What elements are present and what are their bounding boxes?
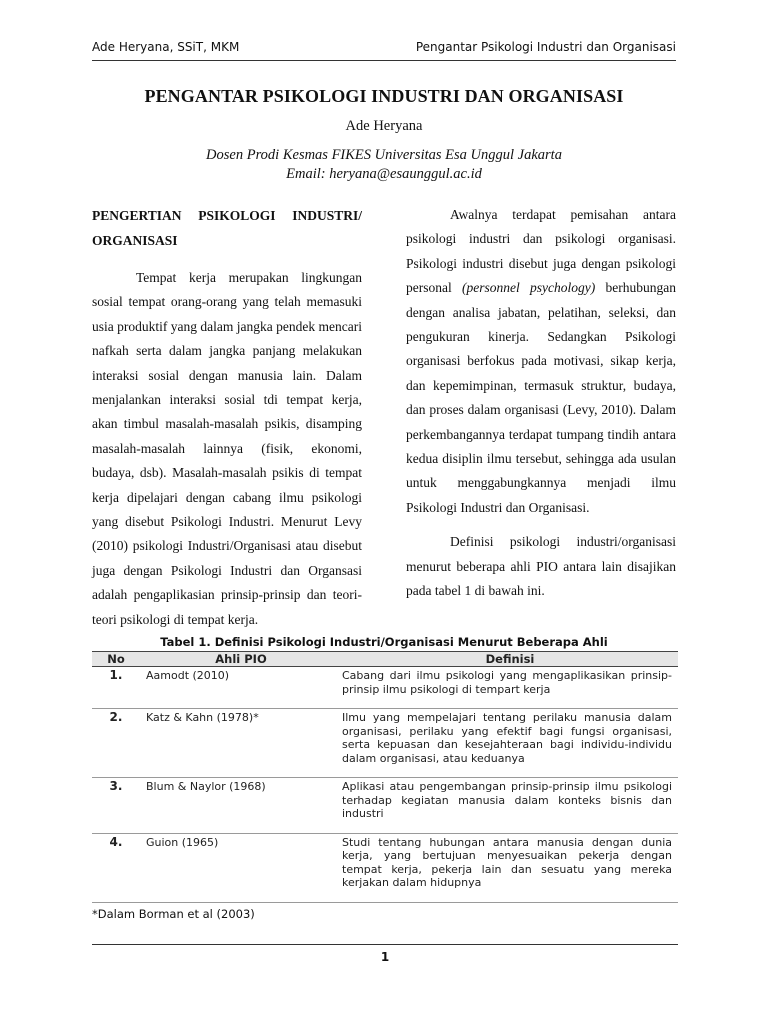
table-row	[92, 667, 678, 709]
row-definisi: Studi tentang hubungan antara manusia dengan dunia kerja, yang bertujuan menyesuaikan pekerja dengan tempat kerja, pekerja lain dan sesuatu yang mereka kerjakan dalam hidupnya	[342, 833, 678, 902]
row-no: 1.	[92, 667, 140, 709]
right-paragraph-2: Definisi psikologi industri/organisasi menurut beberapa ahli PIO antara lain disajikan pada tabel 1 di bawah ini.	[406, 534, 676, 599]
table-row	[92, 778, 678, 834]
header-ahli: Ahli PIO	[140, 652, 342, 667]
header-title: Pengantar Psikologi Industri dan Organisasi	[415, 40, 676, 54]
affiliation: Dosen Prodi Kesmas FIKES Universitas Esa Unggul Jakarta	[206, 147, 562, 163]
row-no: 2.	[92, 709, 140, 778]
author-name: Ade Heryana	[345, 118, 423, 134]
left-paragraph: Tempat kerja merupakan lingkungan sosial tempat orang-orang yang telah memasuki usia produktif yang dalam jangka pendek mencari nafkah serta dalam jangka panjang melakukan interaksi sosial dengan manusia lain. Dalam menjalankan interaksi sosial tdi tempat kerja, akan timbul masalah-masalah psikis, disamping masalah-masalah lainnya (fisik, ekonomi, budaya, dsb). Masalah-masalah psikis di tempat kerja dipelajari dengan cabang ilmu psikologi yang disebut Psikologi Industri. Menurut Levy (2010) psikologi Industri/Organisasi atau disebut juga dengan Psikologi Industri dan Organsasi adalah pengaplikasian prinsip-prinsip dan teori-teori psikologi di tempat kerja.	[92, 270, 362, 627]
right-paragraph-1	[406, 203, 676, 520]
table-caption: Tabel 1. Definisi Psikologi Industri/Organisasi Menurut Beberapa Ahli	[160, 635, 608, 649]
row-definisi: Cabang dari ilmu psikologi yang mengaplikasikan prinsip-prinsip ilmu psikologi di tempart kerja	[342, 667, 678, 709]
paper-title: PENGANTAR PSIKOLOGI INDUSTRI DAN ORGANISASI	[144, 86, 624, 106]
row-ahli: Blum & Naylor (1968)	[140, 778, 342, 834]
header-author: Ade Heryana, SSiT, MKM	[92, 40, 240, 54]
right-column	[406, 203, 676, 604]
row-definisi: Aplikasi atau pengembangan prinsip-prinsip ilmu psikologi terhadap kegiatan manusia dalam konteks bisnis dan industri	[342, 778, 678, 834]
row-definisi: Ilmu yang mempelajari tentang perilaku manusia dalam organisasi, perilaku yang efektif bagi fungsi organisasi, serta kepuasan dan kesejahteraan bagi individu-individu dalam organisasi, atau keduanya	[342, 709, 678, 778]
p1-text-a: Awalnya terdapat pemisahan antara psikologi industri dan psikologi organisasi. Psikologi industri disebut juga dengan psikologi personal	[406, 207, 676, 296]
affiliation-block	[92, 146, 676, 184]
table-header-row	[92, 652, 678, 667]
running-header	[92, 40, 676, 61]
header-definisi: Definisi	[342, 652, 678, 667]
table-row	[92, 709, 678, 778]
row-no: 3.	[92, 778, 140, 834]
left-column	[92, 203, 362, 632]
header-no: No	[92, 652, 140, 667]
row-ahli: Guion (1965)	[140, 833, 342, 902]
page-number: 1	[380, 950, 390, 964]
section-heading: PENGERTIAN PSIKOLOGI INDUSTRI/ ORGANISASI	[92, 208, 362, 248]
row-no: 4.	[92, 833, 140, 902]
table-footnote: *Dalam Borman et al (2003)	[92, 907, 255, 921]
table-row	[92, 833, 678, 902]
p1-italic-term: (personnel psychology)	[462, 280, 596, 296]
row-ahli: Aamodt (2010)	[140, 667, 342, 709]
email: Email: heryana@esaunggul.ac.id	[286, 166, 482, 182]
row-ahli: Katz & Kahn (1978)*	[140, 709, 342, 778]
footer-divider	[92, 944, 678, 945]
p1-text-b: berhubungan dengan analisa jabatan, pelatihan, seleksi, dan pengukuran kinerja. Sedangkan Psikologi organisasi berfokus pada motivasi, sikap kerja, dan kepemimpinan, termasuk struktur, budaya, dan proses dalam organisasi (Levy, 2010). Dalam perkembangannya terdapat tumpang tindih antara kedua disiplin ilmu tersebut, sehingga ada usulan untuk menggabungkannya menjadi ilmu Psikologi Industri dan Organisasi.	[406, 280, 677, 515]
definitions-table	[92, 651, 678, 903]
